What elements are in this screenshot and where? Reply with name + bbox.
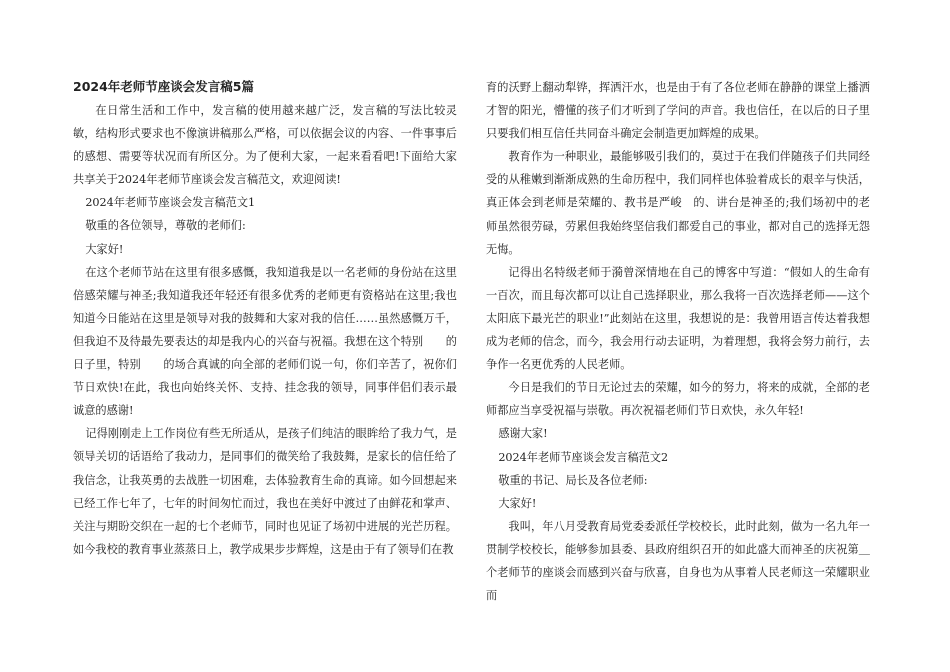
salutation: 敬重的书记、局长及各位老师: xyxy=(498,473,648,487)
paragraph: 今日是我们的节日无论过去的荣耀，如今的努力，将来的成就，全部的老师都应当享受祝福与崇敬。再次祝福老师们节日欢快，永久年轻! xyxy=(486,381,870,418)
paragraph: 在日常生活和工作中，发言稿的使用越来越广泛，发言稿的写法比较灵敏，结构形式要求也不像演讲稿那么严格，可以依据会议的内容、一件事事后的感想、需要等状况而有所区分。为了便利大家，一起来看看吧!下面给大家共享关于2024年老师节座谈会发言稿范文，欢迎阅读! xyxy=(73,104,457,187)
paragraph: 在这个老师节站在这里有很多感慨，我知道我是以一名老师的身份站在这里倍感荣耀与神圣;我知道我还年轻还有很多优秀的老师更有资格站在这里;我也知道今日能站在这里是领导对我的鼓舞和大家对我的信任……虽然感慨万千，但我迫不及待最先要表达的却是我内心的兴奋与祝福。我想在这个特别 的日子里，特别 的场合真诚的向全部的老师们说一句，你们辛苦了，祝你们节日欢快!在此，我也向始终关怀、支持、挂念我的领导，同事伴侣们表示最诚意的感谢! xyxy=(73,265,457,418)
document-title: 2024年老师节座谈会发言稿5篇 xyxy=(73,79,254,94)
closing: 感谢大家! xyxy=(498,427,548,441)
section-heading: 2024年老师节座谈会发言稿范文1 xyxy=(85,196,256,210)
greeting: 大家好! xyxy=(498,496,537,510)
paragraph: 记得出名特级老师于漪曾深情地在自己的博客中写道：“假如人的生命有一百次，而且每次都可以让自己选择职业，那么我将一百次选择老师——这个太阳底下最光芒的职业!”此刻站在这里，我想说的是：我曾用语言传达着我想成为老师的信念，而今，我会用行动去证明，为着理想，我将会努力前行，去争作一名更优秀的人民老师。 xyxy=(486,265,870,372)
paragraph: 教育作为一种职业，最能够吸引我们的，莫过于在我们伴随孩子们共同经受的从稚嫩到渐渐成熟的生命历程中，我们同样也体验着成长的艰辛与快活，真正体会到老师是荣耀的、教书是严峻 的、讲台是神圣的;我们场初中的老师虽然很劳碌，劳累但我始终坚信我们都爱自己的事业，都对自己的选择无怨无悔。 xyxy=(486,150,870,256)
paragraph: 育的沃野上翻动犁铧，挥洒汗水，也是由于有了各位老师在静静的课堂上播洒才智的阳光，懵懂的孩子们才听到了学问的声音。我也信任，在以后的日子里只要我们相互信任共同奋斗确定会制造更加辉煌的成果。 xyxy=(486,81,870,141)
paragraph: 我叫，年八月受教育局党委委派任学校校长，此时此刻，做为一名九年一贯制学校校长，能够参加县委、县政府组织召开的如此盛大而神圣的庆祝第＿个老师节的座谈会而感到兴奋与欣喜，自身也为从事着人民老师这一荣耀职业而 xyxy=(486,519,870,603)
salutation: 敬重的各位领导，尊敬的老师们: xyxy=(85,219,246,233)
left-column xyxy=(73,76,457,561)
greeting: 大家好! xyxy=(85,242,124,256)
right-column xyxy=(486,76,870,607)
paragraph: 记得刚刚走上工作岗位有些无所适从，是孩子们纯洁的眼眸给了我力气，是领导关切的话语给了我动力，是同事们的微笑给了我鼓舞，是家长的信任给了我信念，让我英勇的去战胜一切困难，去体验教育生命的真谛。如今回想起来已经工作七年了，七年的时间匆忙而过，我也在美好中渡过了由鲜花和掌声、关注与期盼交织在一起的七个老师节，同时也见证了场初中进展的光芒历程。如今我校的教育事业蒸蒸日上，教学成果步步辉煌，这是由于有了领导们在教 xyxy=(73,427,457,556)
section-heading: 2024年老师节座谈会发言稿范文2 xyxy=(498,450,669,464)
